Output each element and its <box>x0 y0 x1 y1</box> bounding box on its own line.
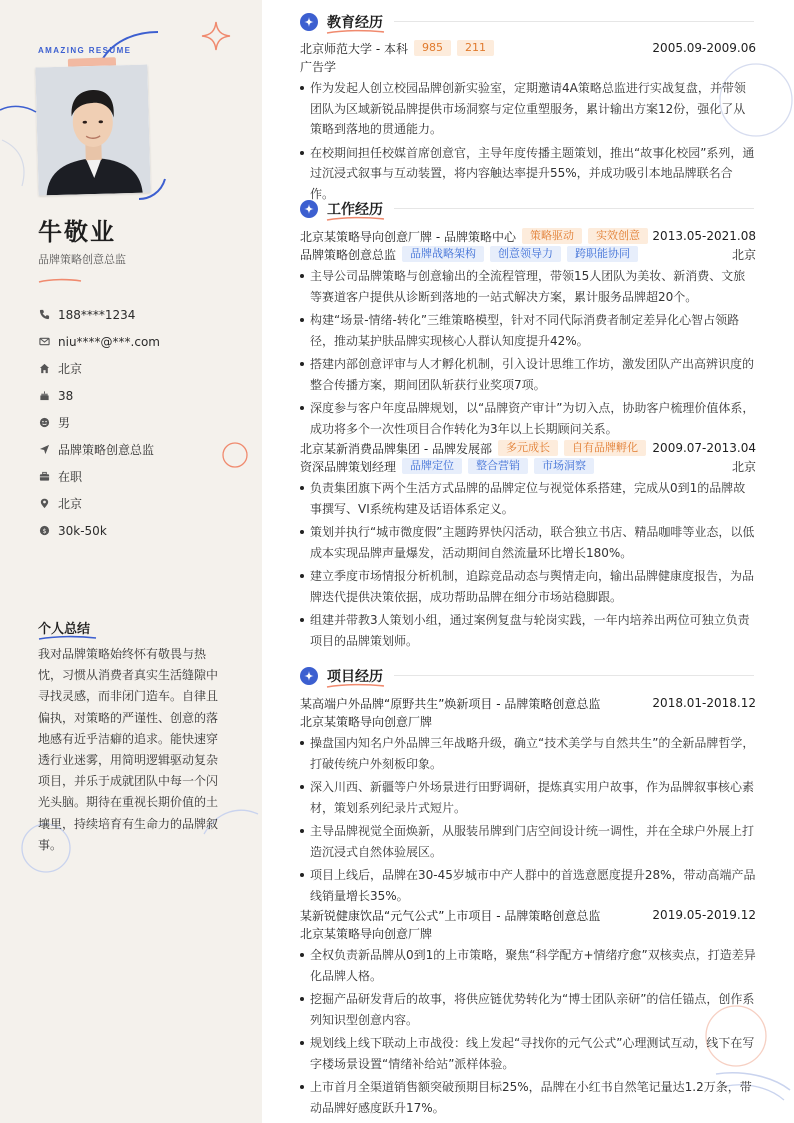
avatar <box>35 65 150 196</box>
sparkle-icon <box>300 13 318 31</box>
main-content <box>262 0 794 1123</box>
work-title: 工作经历 <box>327 202 383 218</box>
project-date: 2018.01-2018.12 <box>652 696 756 710</box>
list-item: 挖掘产品研发背后的故事，将供应链优势转化为“博士团队亲研”的信任锚点，创作系列知识型创意内容。 <box>300 989 756 1030</box>
summary-text: 我对品牌策略始终怀有敬畏与热忱，习惯从消费者真实生活缝隙中寻找灵感，而非闭门造车。自律且偏执，对策略的严谨性、创意的落地感有近乎洁癖的追求。能快速穿透行业迷雾，用简明逻辑驱动复杂项目，并乐于成就团队中每一个闪光头脑。期待在重视长期价值的土壤里，持续培育有生命力的品牌叙事。 <box>38 647 219 852</box>
education-tag: 211 <box>457 40 494 56</box>
education-entry <box>300 39 756 207</box>
project-org: 北京某策略导向创意厂牌 <box>300 714 433 729</box>
contact-target-job <box>38 436 248 463</box>
projects-title: 项目经历 <box>327 669 383 685</box>
section-divider <box>394 208 754 209</box>
contact-gender <box>38 409 248 436</box>
project-bullets <box>300 945 756 1118</box>
sparkle-icon <box>300 667 318 685</box>
list-item: 全权负责新品牌从0到1的上市策略，聚焦“科学配方+情绪疗愈”双核卖点，打造差异化品牌人格。 <box>300 945 756 986</box>
project-org-row <box>300 924 756 942</box>
work-role: 品牌策略创意总监 <box>300 247 397 262</box>
contact-phone-value: 188****1234 <box>58 307 136 322</box>
work-role-row <box>300 245 756 263</box>
education-major: 广告学 <box>300 59 337 74</box>
project-org-row <box>300 712 756 730</box>
contact-phone <box>38 301 248 328</box>
list-item: 操盘国内知名户外品牌三年战略升级，确立“技术美学与自然共生”的全新品牌哲学，打破传统户外刻板印象。 <box>300 733 756 774</box>
deco-star-icon <box>200 20 232 52</box>
contact-gender-value: 男 <box>58 416 71 430</box>
role-tag: 创意领导力 <box>490 246 561 262</box>
work-location: 北京 <box>731 247 756 262</box>
role-tag: 市场洞察 <box>534 458 594 474</box>
project-org: 北京某策略导向创意厂牌 <box>300 926 433 941</box>
company-tag: 策略驱动 <box>522 228 582 244</box>
summary-heading: 个人总结 <box>38 622 91 637</box>
projects-underline <box>326 683 386 689</box>
list-item: 组建并带教3人策划小组，通过案例复盘与轮岗实践，一年内培养出两位可独立负责项目的品牌策划师。 <box>300 610 756 651</box>
deco-arc-left <box>0 98 40 128</box>
work-date: 2013.05-2021.08 <box>652 229 756 243</box>
name-underline <box>38 278 82 284</box>
work-location: 北京 <box>731 459 756 474</box>
education-header-row <box>300 39 756 57</box>
svg-text:$: $ <box>41 526 47 535</box>
list-item: 深度参与客户年度品牌规划，以“品牌资产审计”为切入点，协助客户梳理价值体系，成功将多个一次性项目合作转化为3年以上长期顾问关系。 <box>300 398 756 439</box>
work-role: 资深品牌策划经理 <box>300 459 397 474</box>
list-item: 作为发起人创立校园品牌创新实验室，定期邀请4A策略总监进行实战复盘，并带领团队为区域新锐品牌提供市场洞察与定位重塑服务，累计输出方案12份，强化了从策略到落地的贯通能力。 <box>300 78 756 140</box>
mail-icon <box>38 336 50 348</box>
work-role-row <box>300 457 756 475</box>
work-entry-1 <box>300 227 756 442</box>
list-item: 主导品牌视觉全面焕新，从服装吊牌到门店空间设计统一调性，并在全球户外展上打造沉浸式自然体验展区。 <box>300 821 756 862</box>
work-bullets <box>300 478 756 651</box>
role-tag: 跨职能协同 <box>567 246 638 262</box>
role-tag: 品牌定位 <box>402 458 462 474</box>
project-name-row <box>300 694 756 712</box>
education-bullets <box>300 78 756 204</box>
contact-home <box>38 355 248 382</box>
list-item: 搭建内部创意评审与人才孵化机制，引入设计思维工作坊，激发团队产出高辨识度的整合传播方案，期间团队斩获行业奖项7项。 <box>300 354 756 395</box>
work-bullets <box>300 266 756 439</box>
education-major-row <box>300 57 756 75</box>
section-divider <box>394 675 754 676</box>
contact-location-value: 北京 <box>58 497 83 511</box>
list-item: 项目上线后，品牌在30-45岁城市中产人群中的首选意愿度提升28%，带动高端产品线销量增长35%。 <box>300 865 756 906</box>
list-item: 负责集团旗下两个生活方式品牌的品牌定位与视觉体系搭建，完成从0到1的品牌故事撰写、VI系统构建及话语体系定义。 <box>300 478 756 519</box>
contact-salary <box>38 517 248 544</box>
project-name: 某高端户外品牌“原野共生”焕新项目 - 品牌策略创意总监 <box>300 696 601 711</box>
company-tag: 自有品牌孵化 <box>564 440 646 456</box>
education-title: 教育经历 <box>327 15 383 31</box>
project-bullets <box>300 733 756 906</box>
work-entry-2 <box>300 439 756 654</box>
list-item: 策划并执行“城市微度假”主题跨界快闪活动，联合独立书店、精品咖啡等业态，以低成本实现品牌声量爆发，活动期间自然流量环比增长180%。 <box>300 522 756 563</box>
education-date: 2005.09-2009.06 <box>652 41 756 55</box>
project-entry-2 <box>300 906 756 1121</box>
contact-email-value: niu****@***.com <box>58 334 160 349</box>
company-tag: 多元成长 <box>498 440 558 456</box>
summary-underline <box>38 634 98 642</box>
send-icon <box>38 444 50 456</box>
list-item: 在校期间担任校媒首席创意官，主导年度传播主题策划，推出“故事化校园”系列，通过沉浸式叙事与互动装置，将内容触达率提升55%，并成功吸引本地品牌联名合作。 <box>300 143 756 205</box>
sparkle-icon <box>300 200 318 218</box>
list-item: 主导公司品牌策略与创意输出的全流程管理，带领15人团队为美妆、新消费、文旅等赛道客户提供从诊断到落地的一站式解决方案，累计服务品牌超20个。 <box>300 266 756 307</box>
education-tag: 985 <box>414 40 451 56</box>
role-tag: 整合营销 <box>468 458 528 474</box>
education-underline <box>326 29 386 35</box>
home-icon <box>38 363 50 375</box>
contact-age-value: 38 <box>58 388 74 403</box>
list-item: 规划线上线下联动上市战役：线上发起“寻找你的元气公式”心理测试互动，线下在写字楼场景设置“情绪补给站”派样体验。 <box>300 1033 756 1074</box>
work-company: 北京某策略导向创意厂牌 - 品牌策略中心 <box>300 229 516 244</box>
person-title: 品牌策略创意总监 <box>38 253 126 266</box>
work-date: 2009.07-2013.04 <box>652 441 756 455</box>
work-underline <box>326 216 386 222</box>
work-company: 北京某新消费品牌集团 - 品牌发展部 <box>300 441 492 456</box>
company-tag: 实效创意 <box>588 228 648 244</box>
list-item: 构建“场景-情绪-转化”三维策略模型，针对不同代际消费者制定差异化心智占领路径，推动某护肤品牌实现核心人群认知度提升42%。 <box>300 310 756 351</box>
education-school: 北京师范大学 - 本科 <box>300 41 408 56</box>
project-date: 2019.05-2019.12 <box>652 908 756 922</box>
project-name-row <box>300 906 756 924</box>
contact-email <box>38 328 248 355</box>
banner-text: AMAZING RESUME <box>38 46 132 55</box>
sidebar <box>0 0 262 1123</box>
contact-status <box>38 463 248 490</box>
role-tag: 品牌战略架构 <box>402 246 484 262</box>
deco-arc-curl <box>0 130 40 190</box>
list-item: 深入川西、新疆等户外场景进行田野调研，提炼真实用户故事，作为品牌叙事核心素材，策划系列纪录片式短片。 <box>300 777 756 818</box>
contact-list <box>38 301 248 544</box>
project-entry-1 <box>300 694 756 909</box>
list-item: 建立季度市场情报分析机制，追踪竞品动态与舆情走向，输出品牌健康度报告，为品牌迭代提供决策依据，成功帮助品牌在细分市场站稳脚跟。 <box>300 566 756 607</box>
phone-icon <box>38 309 50 321</box>
contact-target-job-value: 品牌策略创意总监 <box>58 443 155 457</box>
project-name: 某新锐健康饮品“元气公式”上市项目 - 品牌策略创意总监 <box>300 908 601 923</box>
list-item: 上市首月全渠道销售额突破预期目标25%，品牌在小红书自然笔记量达1.2万条，带动品牌好感度跃升17%。 <box>300 1077 756 1118</box>
contact-salary-value: 30k-50k <box>58 523 107 538</box>
contact-location <box>38 490 248 517</box>
contact-status-value: 在职 <box>58 470 83 484</box>
briefcase-icon <box>38 471 50 483</box>
contact-home-value: 北京 <box>58 362 83 376</box>
contact-age <box>38 382 248 409</box>
gender-icon <box>38 417 50 429</box>
work-company-row <box>300 439 756 457</box>
location-icon <box>38 498 50 510</box>
section-divider <box>394 21 754 22</box>
person-name: 牛敬业 <box>38 217 116 246</box>
salary-icon <box>38 525 50 537</box>
work-company-row <box>300 227 756 245</box>
cake-icon <box>38 390 50 402</box>
